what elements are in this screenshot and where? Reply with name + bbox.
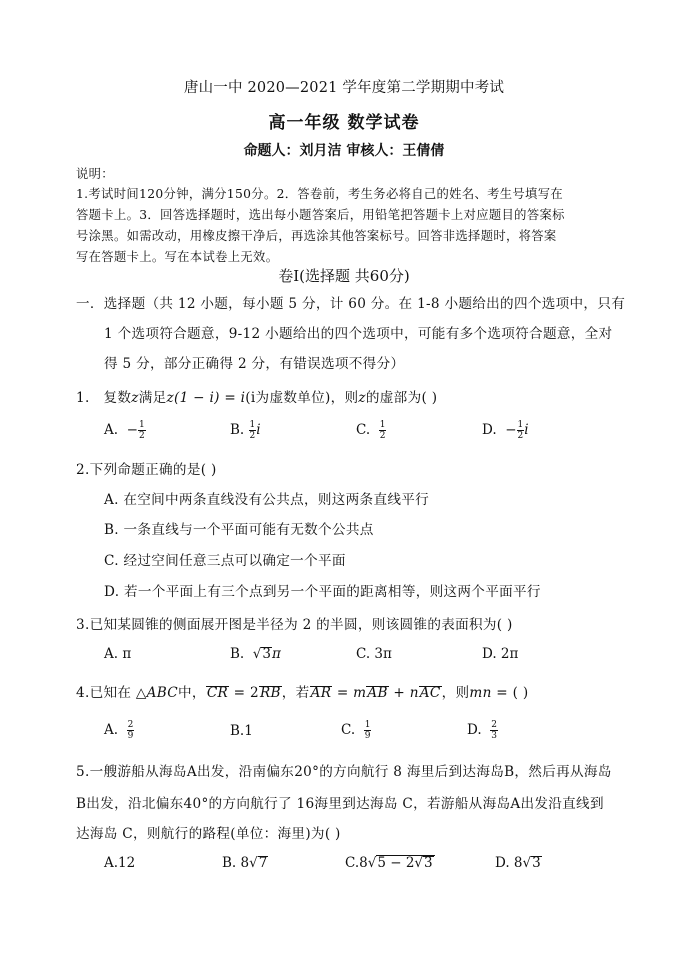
instructions-line: 写在答题卡上。写在本试卷上无效。 [76, 250, 279, 264]
question-3-option-c: C. 3π [356, 646, 392, 662]
question-5-option-d: D. 8√3 [495, 855, 541, 871]
question-2-stem: 2.下列命题正确的是( ) [76, 462, 217, 478]
question-4-option-b: B.1 [230, 723, 253, 739]
question-2-option-c: C. 经过空间任意三点可以确定一个平面 [104, 553, 346, 569]
section-title: 卷Ⅰ(选择题 共60分) [278, 267, 410, 285]
exam-title: 高一年级 数学试卷 [268, 113, 420, 133]
question-2-option-a: A. 在空间中两条直线没有公共点，则这两条直线平行 [104, 492, 430, 508]
instructions-line: 号涂黑。如需改动，用橡皮擦干净后，再选涂其他答案标号。回答非选择题时，将答案 [76, 229, 557, 243]
question-3-option-d: D. 2π [482, 646, 519, 662]
question-3-option-a: A. π [104, 646, 132, 662]
question-1-option-c: C. $\frac{1}{2}$ [356, 420, 386, 441]
instructions-line: 1.考试时间120分钟，满分150分。2．答卷前，考生务必将自己的姓名、考生号填写在 [76, 187, 563, 201]
school-title: 唐山一中 2020—2021 学年度第二学期期中考试 [183, 80, 505, 96]
question-1-option-a: A. − $\frac{1}{2}$ [104, 420, 145, 441]
instructions-label: 说明： [76, 167, 114, 181]
question-2-option-d: D. 若一个平面上有三个点到另一个平面的距离相等，则这两个平面平行 [104, 584, 541, 600]
question-5-stem-line: B出发，沿北偏东40°的方向航行了 16海里到达海岛 C，若游船从海岛A出发沿直线到 [76, 796, 604, 812]
question-1-stem: 1. 复数z满足z(1 − i) = i(i为虚数单位)，则z的虚部为( ) [76, 390, 438, 406]
question-3-stem: 3.已知某圆锥的侧面展开图是半径为 2 的半圆，则该圆锥的表面积为( ) [76, 617, 513, 633]
question-5-stem-line: 达海岛 C，则航行的路程(单位：海里)为( ) [76, 826, 341, 842]
instructions-line: 答题卡上。3．回答选择题时，选出每小题答案后，用铅笔把答题卡上对应题目的答案标 [76, 208, 565, 222]
question-4-option-c: C. $\frac{1}{9}$ [341, 720, 371, 741]
section-intro-line: 1 个选项符合题意，9-12 小题给出的四个选项中，可能有多个选项符合题意，全对 [104, 326, 613, 342]
question-5-stem-line: 5.一艘游船从海岛A出发，沿南偏东20°的方向航行 8 海里后到达海岛B，然后再从海岛 [76, 764, 612, 780]
authors-line: 命题人：刘月洁 审核人：王倩倩 [243, 143, 445, 159]
question-1-option-d: D. − $\frac{1}{2}$ i [482, 420, 529, 441]
question-5-option-b: B. 8√7 [222, 855, 268, 871]
question-4-stem: 4.已知在 △ABC中，CR = 2RB，若AR = mAB + nAC，则mn = ( ) [76, 685, 529, 701]
question-5-option-c: C.8√5 − 2√3 [345, 855, 433, 871]
question-5-option-a: A.12 [104, 855, 136, 871]
question-3-option-b: B. √3π [230, 646, 281, 662]
section-intro-line: 得 5 分，部分正确得 2 分，有错误选项不得分） [104, 356, 405, 372]
question-1-option-b: B. $\frac{1}{2}$ i [230, 420, 261, 441]
question-4-option-d: D. $\frac{2}{3}$ [467, 720, 497, 741]
question-4-option-a: A. $\frac{2}{9}$ [104, 720, 134, 741]
question-2-option-b: B. 一条直线与一个平面可能有无数个公共点 [104, 522, 374, 538]
section-intro-line: 一．选择题（共 12 小题，每小题 5 分，计 60 分。在 1-8 小题给出的四个选项中，只有 [76, 296, 626, 312]
